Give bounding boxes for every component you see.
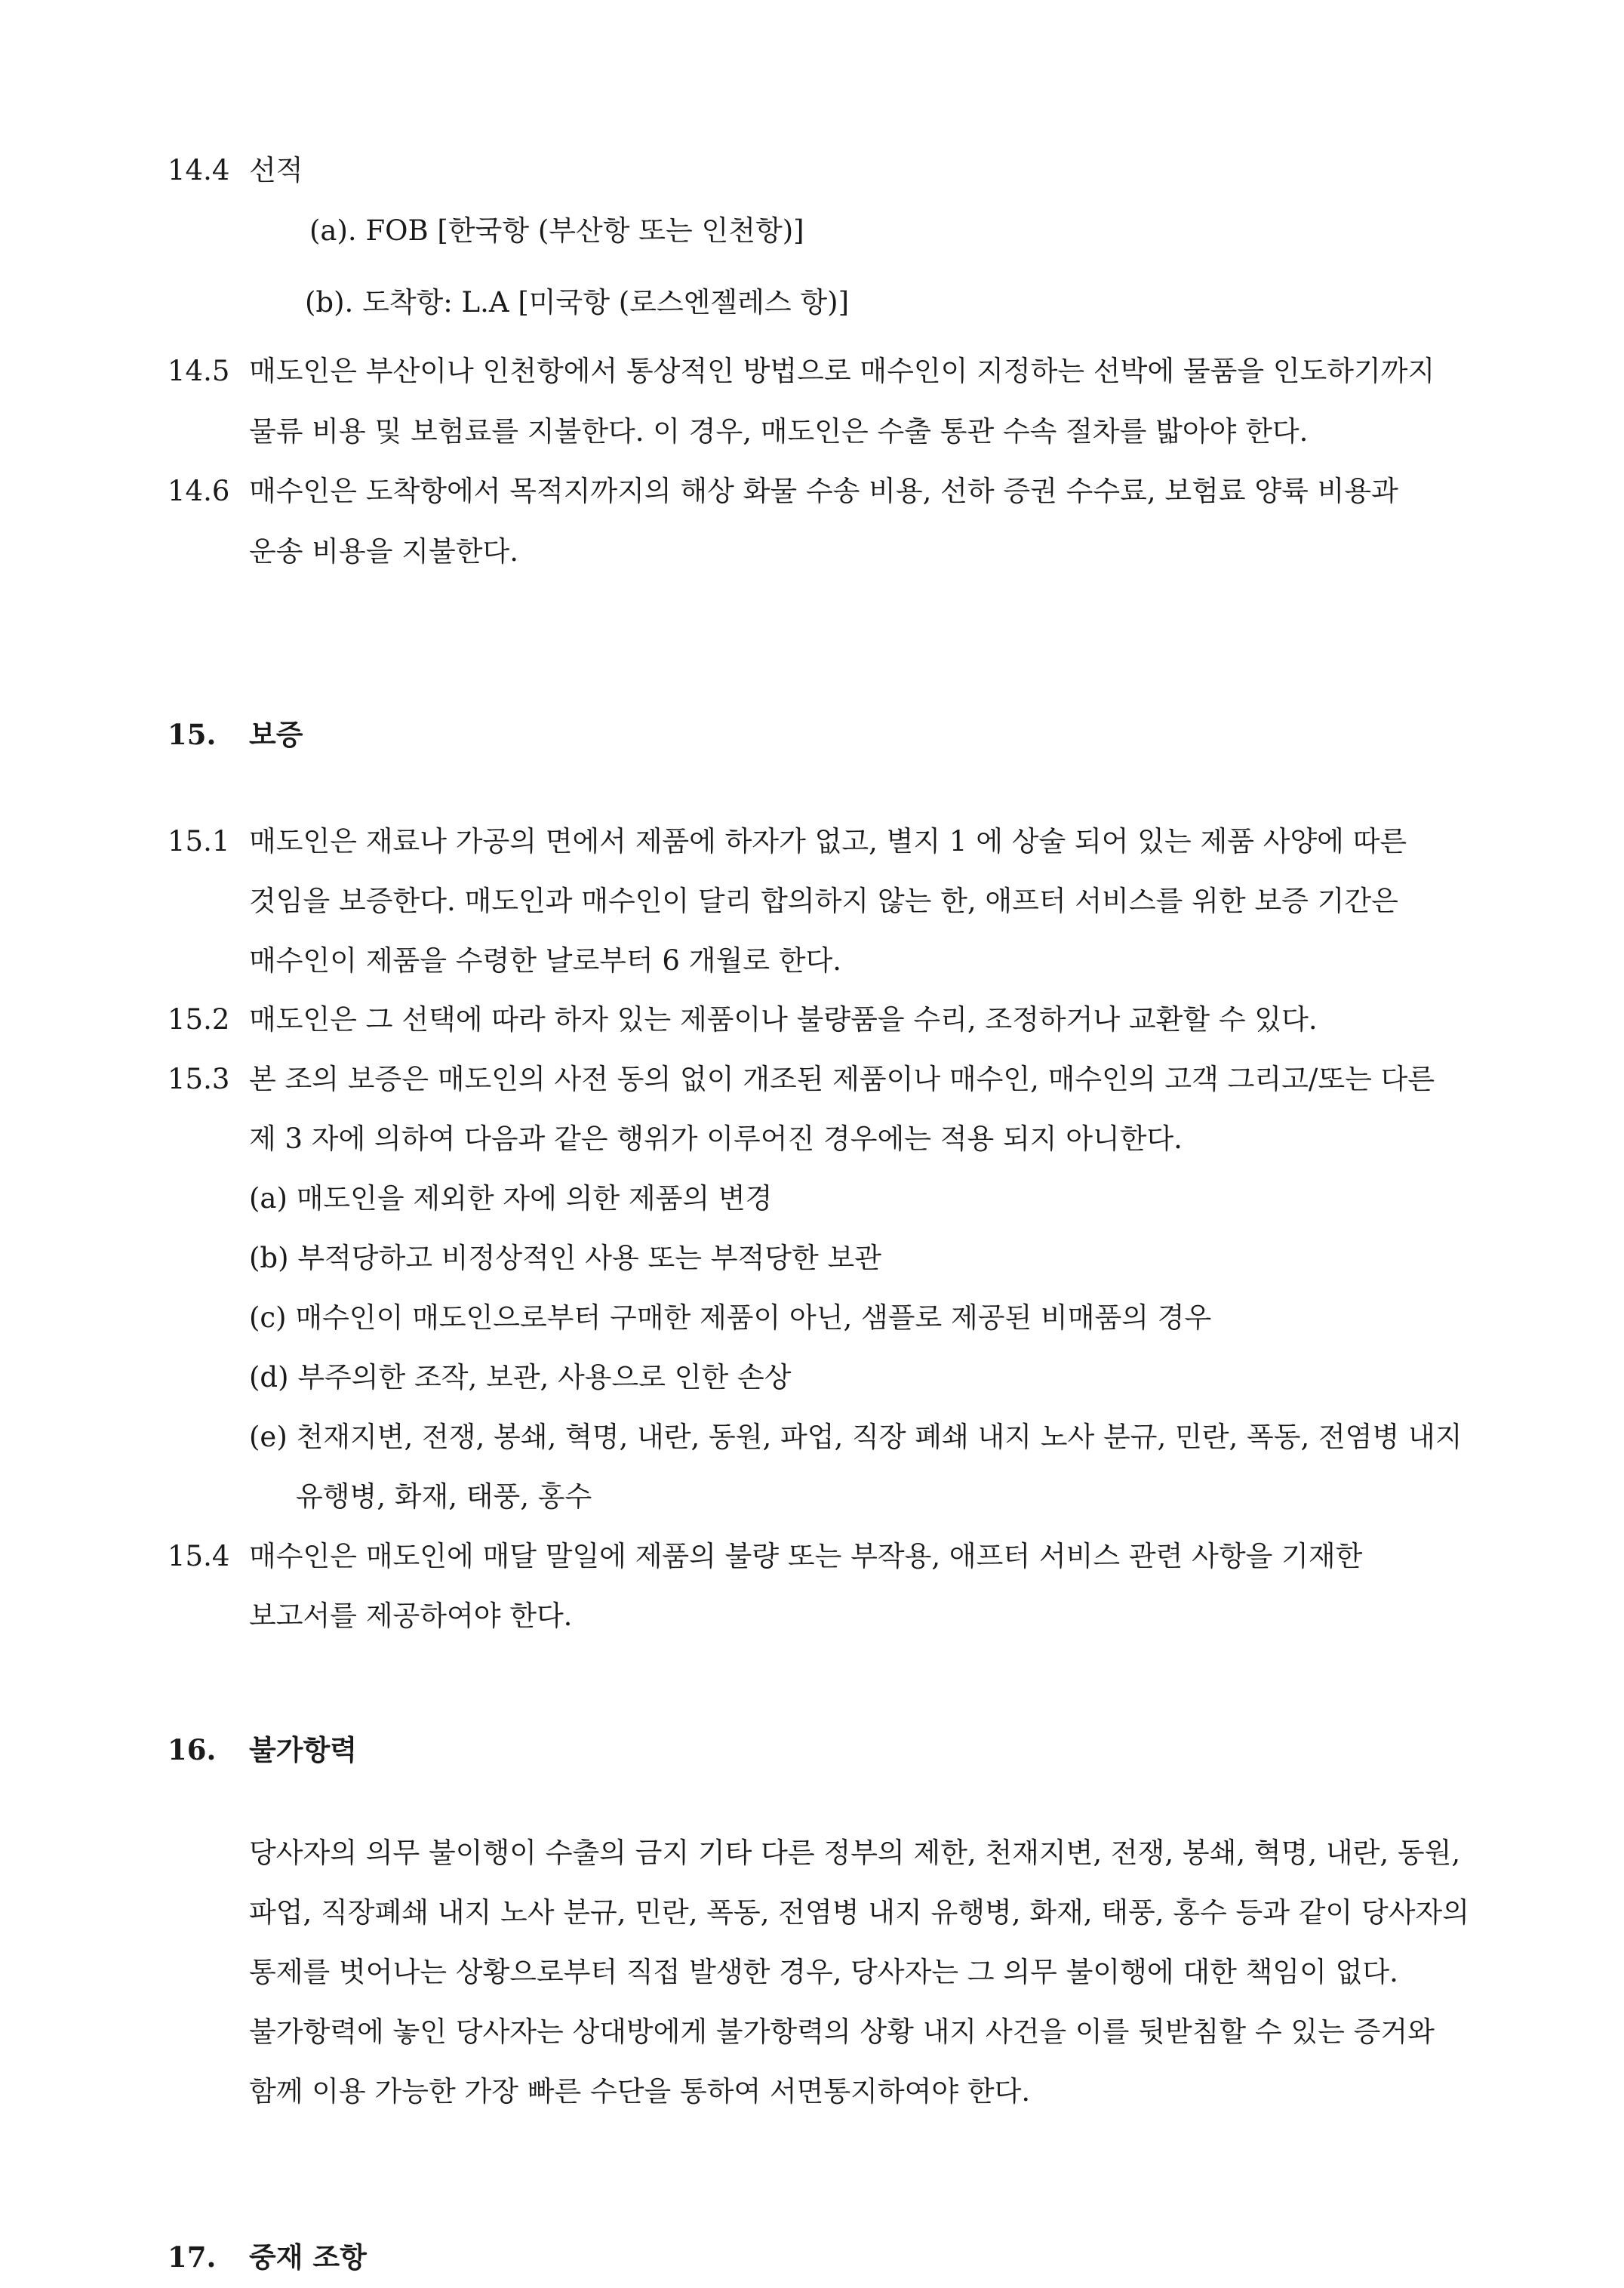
paragraph-line: 당사자의 의무 불이행이 수출의 금지 기타 다른 정부의 제한, 천재지변, 전쟁, 봉쇄, 혁명, 내란, 동원,: [249, 1837, 1461, 1869]
list-item: (a) 매도인을 제외한 자에 의한 제품의 변경: [249, 1182, 773, 1215]
sub-item: (b). 도착항: L.A [미국항 (로스엔젤레스 항)]: [305, 286, 850, 319]
clause-text: 본 조의 보증은 매도인의 사전 동의 없이 개조된 제품이나 매수인, 매수인의 고객 그리고/또는 다른: [249, 1063, 1435, 1095]
clause-heading: 선적: [249, 154, 303, 186]
section-number: 15.: [168, 718, 217, 751]
section-title: 불가항력: [249, 1733, 357, 1766]
list-item: (b) 부적당하고 비정상적인 사용 또는 부적당한 보관: [249, 1242, 881, 1274]
clause-text: 매수인은 도착항에서 목적지까지의 해상 화물 수송 비용, 선하 증권 수수료, 보험료 양륙 비용과: [249, 475, 1398, 507]
clause-text: 제 3 자에 의하여 다음과 같은 행위가 이루어진 경우에는 적용 되지 아니한다.: [249, 1122, 1183, 1155]
paragraph-line: 불가항력에 놓인 당사자는 상대방에게 불가항력의 상황 내지 사건을 이를 뒷받침할 수 있는 증거와: [249, 2015, 1435, 2048]
section-title: 보증: [249, 718, 303, 751]
clause-number: 15.1: [168, 825, 230, 858]
clause-number: 15.2: [168, 1003, 230, 1036]
clause-text: 매도인은 재료나 가공의 면에서 제품에 하자가 없고, 별지 1 에 상술 되어 있는 제품 사양에 따른: [249, 825, 1407, 858]
clause-text: 운송 비용을 지불한다.: [249, 535, 518, 568]
paragraph-line: 파업, 직장폐쇄 내지 노사 분규, 민란, 폭동, 전염병 내지 유행병, 화재, 태풍, 홍수 등과 같이 당사자의: [249, 1896, 1469, 1929]
clause-text: 매수인이 제품을 수령한 날로부터 6 개월로 한다.: [249, 944, 841, 977]
section-number: 16.: [168, 1733, 217, 1766]
section-number: 17.: [168, 2240, 217, 2274]
list-item: (c) 매수인이 매도인으로부터 구매한 제품이 아닌, 샘플로 제공된 비매품의 경우: [249, 1301, 1212, 1334]
clause-text: 물류 비용 및 보험료를 지불한다. 이 경우, 매도인은 수출 통관 수속 절차를 밟아야 한다.: [249, 415, 1309, 448]
clause-text: 매도인은 그 선택에 따라 하자 있는 제품이나 불량품을 수리, 조정하거나 교환할 수 있다.: [249, 1003, 1318, 1036]
list-item: 유행병, 화재, 태풍, 홍수: [296, 1480, 592, 1513]
clause-number: 14.6: [168, 475, 230, 507]
sub-item: (a). FOB [한국항 (부산항 또는 인천항)]: [309, 214, 804, 247]
list-item: (d) 부주의한 조작, 보관, 사용으로 인한 손상: [249, 1361, 792, 1393]
clause-text: 보고서를 제공하여야 한다.: [249, 1600, 573, 1632]
clause-text: 것임을 보증한다. 매도인과 매수인이 달리 합의하지 않는 한, 애프터 서비스를 위한 보증 기간은: [249, 885, 1398, 917]
paragraph-line: 함께 이용 가능한 가장 빠른 수단을 통하여 서면통지하여야 한다.: [249, 2075, 1031, 2108]
paragraph-line: 통제를 벗어나는 상황으로부터 직접 발생한 경우, 당사자는 그 의무 불이행에 대한 책임이 없다.: [249, 1956, 1398, 1988]
clause-text: 매수인은 매도인에 매달 말일에 제품의 불량 또는 부작용, 애프터 서비스 관련 사항을 기재한: [249, 1540, 1363, 1572]
clause-number: 14.5: [168, 355, 230, 387]
section-title: 중재 조항: [249, 2240, 367, 2274]
clause-text: 매도인은 부산이나 인천항에서 통상적인 방법으로 매수인이 지정하는 선박에 물품을 인도하기까지: [249, 355, 1435, 387]
clause-number: 15.3: [168, 1063, 230, 1095]
clause-number: 14.4: [168, 154, 230, 186]
clause-number: 15.4: [168, 1540, 230, 1572]
list-item: (e) 천재지변, 전쟁, 봉쇄, 혁명, 내란, 동원, 파업, 직장 폐쇄 내지 노사 분규, 민란, 폭동, 전염병 내지: [249, 1421, 1463, 1453]
